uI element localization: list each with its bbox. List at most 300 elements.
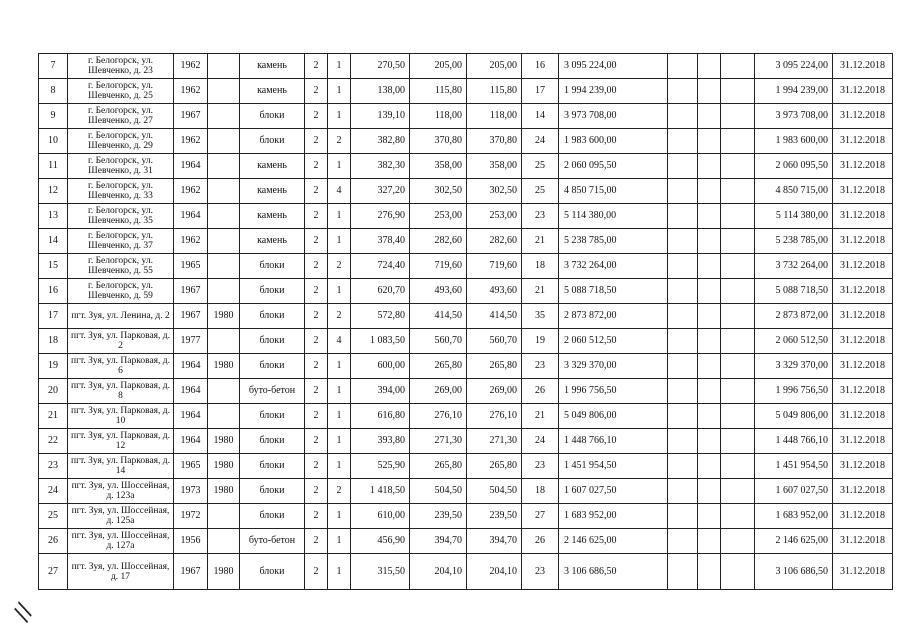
residents-cell: 19: [522, 329, 559, 354]
total-area-cell: 393,80: [351, 429, 410, 454]
floors-cell: 2: [305, 429, 328, 454]
table-row: [39, 354, 893, 379]
date-cell: 31.12.2018: [833, 279, 893, 304]
address-cell: пгт. Зуя, ул. Парковая, д. 14: [68, 454, 174, 479]
address-cell: г. Белогорск, ул. Шевченко, д. 33: [68, 179, 174, 204]
table-row: [39, 154, 893, 179]
date-cell: 31.12.2018: [833, 229, 893, 254]
date-cell: 31.12.2018: [833, 154, 893, 179]
row-number-cell: 24: [39, 479, 68, 504]
entrances-cell: 1: [328, 354, 351, 379]
empty-cell: [698, 104, 721, 129]
empty-cell: [721, 179, 755, 204]
wall-material-cell: блоки: [240, 454, 305, 479]
cost-cell: 5 114 380,00: [559, 204, 668, 229]
wall-material-cell: блоки: [240, 404, 305, 429]
empty-cell: [668, 504, 698, 529]
total-cost-cell: 2 873 872,00: [755, 304, 833, 329]
year-built-cell: 1967: [174, 279, 208, 304]
total-cost-cell: 5 049 806,00: [755, 404, 833, 429]
empty-cell: [698, 204, 721, 229]
row-number-cell: 8: [39, 79, 68, 104]
empty-cell: [698, 504, 721, 529]
cost-cell: 1 994 239,00: [559, 79, 668, 104]
address-cell: пгт. Зуя, ул. Парковая, д. 12: [68, 429, 174, 454]
address-cell: г. Белогорск, ул. Шевченко, д. 59: [68, 279, 174, 304]
reconstruction-year-cell: 1980: [208, 454, 240, 479]
year-built-cell: 1964: [174, 429, 208, 454]
date-cell: 31.12.2018: [833, 429, 893, 454]
date-cell: 31.12.2018: [833, 379, 893, 404]
wall-material-cell: блоки: [240, 104, 305, 129]
empty-cell: [668, 129, 698, 154]
floors-cell: 2: [305, 279, 328, 304]
housing-register-table: [38, 53, 893, 590]
cost-cell: 4 850 715,00: [559, 179, 668, 204]
wall-material-cell: блоки: [240, 429, 305, 454]
empty-cell: [698, 454, 721, 479]
empty-cell: [721, 204, 755, 229]
living-area-cell: 115,80: [467, 79, 522, 104]
reconstruction-year-cell: [208, 504, 240, 529]
wall-material-cell: блоки: [240, 304, 305, 329]
address-cell: пгт. Зуя, ул. Парковая, д. 8: [68, 379, 174, 404]
entrances-cell: 1: [328, 554, 351, 590]
empty-cell: [668, 154, 698, 179]
wall-material-cell: блоки: [240, 504, 305, 529]
row-number-cell: 19: [39, 354, 68, 379]
empty-cell: [698, 429, 721, 454]
row-number-cell: 10: [39, 129, 68, 154]
table-row: [39, 254, 893, 279]
residential-area-cell: 358,00: [410, 154, 467, 179]
floors-cell: 2: [305, 379, 328, 404]
entrances-cell: 1: [328, 154, 351, 179]
year-built-cell: 1965: [174, 254, 208, 279]
floors-cell: 2: [305, 154, 328, 179]
year-built-cell: 1964: [174, 154, 208, 179]
reconstruction-year-cell: [208, 104, 240, 129]
total-cost-cell: 1 994 239,00: [755, 79, 833, 104]
date-cell: 31.12.2018: [833, 54, 893, 79]
reconstruction-year-cell: 1980: [208, 479, 240, 504]
floors-cell: 2: [305, 454, 328, 479]
address-cell: пгт. Зуя, ул. Парковая, д. 2: [68, 329, 174, 354]
residents-cell: 24: [522, 129, 559, 154]
entrances-cell: 2: [328, 304, 351, 329]
residential-area-cell: 269,00: [410, 379, 467, 404]
empty-cell: [721, 404, 755, 429]
row-number-cell: 22: [39, 429, 68, 454]
total-area-cell: 456,90: [351, 529, 410, 554]
residential-area-cell: 282,60: [410, 229, 467, 254]
table-row: [39, 179, 893, 204]
cost-cell: 1 451 954,50: [559, 454, 668, 479]
date-cell: 31.12.2018: [833, 179, 893, 204]
residents-cell: 21: [522, 279, 559, 304]
year-built-cell: 1964: [174, 204, 208, 229]
entrances-cell: 1: [328, 404, 351, 429]
date-cell: 31.12.2018: [833, 304, 893, 329]
wall-material-cell: камень: [240, 229, 305, 254]
floors-cell: 2: [305, 404, 328, 429]
date-cell: 31.12.2018: [833, 204, 893, 229]
table-row: [39, 104, 893, 129]
empty-cell: [668, 279, 698, 304]
empty-cell: [668, 554, 698, 590]
date-cell: 31.12.2018: [833, 254, 893, 279]
total-area-cell: 616,80: [351, 404, 410, 429]
floors-cell: 2: [305, 179, 328, 204]
residential-area-cell: 271,30: [410, 429, 467, 454]
living-area-cell: 239,50: [467, 504, 522, 529]
residents-cell: 23: [522, 204, 559, 229]
total-area-cell: 572,80: [351, 304, 410, 329]
empty-cell: [698, 529, 721, 554]
residents-cell: 23: [522, 554, 559, 590]
date-cell: 31.12.2018: [833, 129, 893, 154]
table-row: [39, 529, 893, 554]
empty-cell: [721, 429, 755, 454]
empty-cell: [698, 129, 721, 154]
row-number-cell: 15: [39, 254, 68, 279]
total-area-cell: 1 418,50: [351, 479, 410, 504]
year-built-cell: 1964: [174, 404, 208, 429]
row-number-cell: 20: [39, 379, 68, 404]
living-area-cell: 504,50: [467, 479, 522, 504]
empty-cell: [721, 379, 755, 404]
total-cost-cell: 1 607 027,50: [755, 479, 833, 504]
total-area-cell: 382,80: [351, 129, 410, 154]
entrances-cell: 1: [328, 229, 351, 254]
living-area-cell: 302,50: [467, 179, 522, 204]
address-cell: пгт. Зуя, ул. Шоссейная, д. 17: [68, 554, 174, 590]
residents-cell: 18: [522, 479, 559, 504]
wall-material-cell: камень: [240, 79, 305, 104]
wall-material-cell: камень: [240, 204, 305, 229]
total-cost-cell: 2 146 625,00: [755, 529, 833, 554]
year-built-cell: 1962: [174, 129, 208, 154]
total-cost-cell: 3 106 686,50: [755, 554, 833, 590]
reconstruction-year-cell: [208, 379, 240, 404]
total-cost-cell: 1 448 766,10: [755, 429, 833, 454]
floors-cell: 2: [305, 504, 328, 529]
empty-cell: [668, 404, 698, 429]
address-cell: пгт. Зуя, ул. Шоссейная, д. 125а: [68, 504, 174, 529]
year-built-cell: 1956: [174, 529, 208, 554]
wall-material-cell: камень: [240, 54, 305, 79]
living-area-cell: 370,80: [467, 129, 522, 154]
total-area-cell: 138,00: [351, 79, 410, 104]
year-built-cell: 1973: [174, 479, 208, 504]
entrances-cell: 2: [328, 479, 351, 504]
residents-cell: 21: [522, 229, 559, 254]
floors-cell: 2: [305, 54, 328, 79]
date-cell: 31.12.2018: [833, 354, 893, 379]
row-number-cell: 25: [39, 504, 68, 529]
total-cost-cell: 3 095 224,00: [755, 54, 833, 79]
row-number-cell: 21: [39, 404, 68, 429]
empty-cell: [721, 304, 755, 329]
row-number-cell: 23: [39, 454, 68, 479]
floors-cell: 2: [305, 329, 328, 354]
living-area-cell: 358,00: [467, 154, 522, 179]
reconstruction-year-cell: 1980: [208, 429, 240, 454]
wall-material-cell: камень: [240, 154, 305, 179]
living-area-cell: 282,60: [467, 229, 522, 254]
reconstruction-year-cell: [208, 279, 240, 304]
empty-cell: [721, 529, 755, 554]
cost-cell: 3 106 686,50: [559, 554, 668, 590]
total-area-cell: 394,00: [351, 379, 410, 404]
handwritten-page-mark: //: [8, 599, 38, 626]
empty-cell: [698, 79, 721, 104]
reconstruction-year-cell: [208, 204, 240, 229]
table-row: [39, 129, 893, 154]
floors-cell: 2: [305, 304, 328, 329]
date-cell: 31.12.2018: [833, 329, 893, 354]
living-area-cell: 265,80: [467, 454, 522, 479]
wall-material-cell: буто-бетон: [240, 379, 305, 404]
reconstruction-year-cell: [208, 179, 240, 204]
table-row: [39, 79, 893, 104]
year-built-cell: 1962: [174, 79, 208, 104]
reconstruction-year-cell: 1980: [208, 354, 240, 379]
empty-cell: [668, 454, 698, 479]
year-built-cell: 1962: [174, 229, 208, 254]
residents-cell: 16: [522, 54, 559, 79]
date-cell: 31.12.2018: [833, 454, 893, 479]
reconstruction-year-cell: [208, 529, 240, 554]
empty-cell: [698, 179, 721, 204]
floors-cell: 2: [305, 129, 328, 154]
entrances-cell: 1: [328, 429, 351, 454]
floors-cell: 2: [305, 354, 328, 379]
wall-material-cell: буто-бетон: [240, 529, 305, 554]
empty-cell: [721, 229, 755, 254]
empty-cell: [668, 379, 698, 404]
cost-cell: 3 095 224,00: [559, 54, 668, 79]
empty-cell: [721, 554, 755, 590]
residential-area-cell: 370,80: [410, 129, 467, 154]
total-area-cell: 139,10: [351, 104, 410, 129]
entrances-cell: 1: [328, 79, 351, 104]
address-cell: г. Белогорск, ул. Шевченко, д. 29: [68, 129, 174, 154]
address-cell: пгт. Зуя, ул. Парковая, д. 6: [68, 354, 174, 379]
wall-material-cell: блоки: [240, 279, 305, 304]
total-cost-cell: 2 060 095,50: [755, 154, 833, 179]
entrances-cell: 1: [328, 529, 351, 554]
floors-cell: 2: [305, 529, 328, 554]
cost-cell: 2 146 625,00: [559, 529, 668, 554]
year-built-cell: 1962: [174, 179, 208, 204]
cost-cell: 3 732 264,00: [559, 254, 668, 279]
entrances-cell: 4: [328, 179, 351, 204]
empty-cell: [698, 54, 721, 79]
entrances-cell: 2: [328, 129, 351, 154]
residents-cell: 17: [522, 79, 559, 104]
reconstruction-year-cell: [208, 79, 240, 104]
empty-cell: [698, 354, 721, 379]
total-cost-cell: 1 683 952,00: [755, 504, 833, 529]
total-cost-cell: 2 060 512,50: [755, 329, 833, 354]
empty-cell: [721, 504, 755, 529]
residents-cell: 23: [522, 354, 559, 379]
total-area-cell: 382,30: [351, 154, 410, 179]
floors-cell: 2: [305, 479, 328, 504]
cost-cell: 1 996 756,50: [559, 379, 668, 404]
residents-cell: 26: [522, 379, 559, 404]
wall-material-cell: блоки: [240, 479, 305, 504]
residents-cell: 25: [522, 154, 559, 179]
address-cell: пгт. Зуя, ул. Ленина, д. 2: [68, 304, 174, 329]
total-cost-cell: 5 088 718,50: [755, 279, 833, 304]
total-area-cell: 600,00: [351, 354, 410, 379]
table-row: [39, 554, 893, 590]
total-cost-cell: 4 850 715,00: [755, 179, 833, 204]
empty-cell: [698, 329, 721, 354]
cost-cell: 2 873 872,00: [559, 304, 668, 329]
table-body: [39, 54, 893, 590]
reconstruction-year-cell: [208, 154, 240, 179]
entrances-cell: 1: [328, 204, 351, 229]
row-number-cell: 9: [39, 104, 68, 129]
date-cell: 31.12.2018: [833, 529, 893, 554]
empty-cell: [721, 54, 755, 79]
cost-cell: 2 060 512,50: [559, 329, 668, 354]
residential-area-cell: 302,50: [410, 179, 467, 204]
residential-area-cell: 265,80: [410, 454, 467, 479]
empty-cell: [721, 479, 755, 504]
total-area-cell: 525,90: [351, 454, 410, 479]
table-row: [39, 379, 893, 404]
cost-cell: 1 607 027,50: [559, 479, 668, 504]
empty-cell: [668, 354, 698, 379]
empty-cell: [721, 354, 755, 379]
reconstruction-year-cell: 1980: [208, 554, 240, 590]
entrances-cell: 1: [328, 279, 351, 304]
living-area-cell: 271,30: [467, 429, 522, 454]
floors-cell: 2: [305, 254, 328, 279]
year-built-cell: 1977: [174, 329, 208, 354]
residential-area-cell: 504,50: [410, 479, 467, 504]
year-built-cell: 1967: [174, 104, 208, 129]
empty-cell: [668, 304, 698, 329]
address-cell: г. Белогорск, ул. Шевченко, д. 23: [68, 54, 174, 79]
entrances-cell: 1: [328, 454, 351, 479]
residential-area-cell: 719,60: [410, 254, 467, 279]
year-built-cell: 1962: [174, 54, 208, 79]
living-area-cell: 493,60: [467, 279, 522, 304]
entrances-cell: 1: [328, 104, 351, 129]
cost-cell: 1 448 766,10: [559, 429, 668, 454]
address-cell: г. Белогорск, ул. Шевченко, д. 55: [68, 254, 174, 279]
empty-cell: [668, 229, 698, 254]
cost-cell: 1 983 600,00: [559, 129, 668, 154]
row-number-cell: 13: [39, 204, 68, 229]
address-cell: пгт. Зуя, ул. Шоссейная, д. 127а: [68, 529, 174, 554]
entrances-cell: 4: [328, 329, 351, 354]
table-row: [39, 504, 893, 529]
residents-cell: 27: [522, 504, 559, 529]
empty-cell: [668, 204, 698, 229]
address-cell: пгт. Зуя, ул. Шоссейная, д. 123а: [68, 479, 174, 504]
residential-area-cell: 560,70: [410, 329, 467, 354]
residential-area-cell: 414,50: [410, 304, 467, 329]
row-number-cell: 16: [39, 279, 68, 304]
residents-cell: 18: [522, 254, 559, 279]
empty-cell: [698, 254, 721, 279]
table-row: [39, 279, 893, 304]
wall-material-cell: блоки: [240, 129, 305, 154]
date-cell: 31.12.2018: [833, 404, 893, 429]
residential-area-cell: 276,10: [410, 404, 467, 429]
date-cell: 31.12.2018: [833, 504, 893, 529]
address-cell: г. Белогорск, ул. Шевченко, д. 31: [68, 154, 174, 179]
living-area-cell: 394,70: [467, 529, 522, 554]
cost-cell: 3 329 370,00: [559, 354, 668, 379]
total-cost-cell: 5 238 785,00: [755, 229, 833, 254]
floors-cell: 2: [305, 79, 328, 104]
empty-cell: [698, 154, 721, 179]
table-row: [39, 229, 893, 254]
table-row: [39, 404, 893, 429]
total-area-cell: 610,00: [351, 504, 410, 529]
address-cell: г. Белогорск, ул. Шевченко, д. 35: [68, 204, 174, 229]
table-row: [39, 304, 893, 329]
living-area-cell: 204,10: [467, 554, 522, 590]
residential-area-cell: 118,00: [410, 104, 467, 129]
empty-cell: [698, 554, 721, 590]
residents-cell: 23: [522, 454, 559, 479]
cost-cell: 5 238 785,00: [559, 229, 668, 254]
year-built-cell: 1967: [174, 554, 208, 590]
residential-area-cell: 265,80: [410, 354, 467, 379]
reconstruction-year-cell: [208, 129, 240, 154]
reconstruction-year-cell: [208, 254, 240, 279]
empty-cell: [721, 279, 755, 304]
year-built-cell: 1967: [174, 304, 208, 329]
row-number-cell: 26: [39, 529, 68, 554]
empty-cell: [668, 104, 698, 129]
total-area-cell: 724,40: [351, 254, 410, 279]
empty-cell: [721, 129, 755, 154]
empty-cell: [698, 479, 721, 504]
wall-material-cell: блоки: [240, 554, 305, 590]
entrances-cell: 2: [328, 254, 351, 279]
cost-cell: 5 049 806,00: [559, 404, 668, 429]
total-area-cell: 315,50: [351, 554, 410, 590]
total-area-cell: 378,40: [351, 229, 410, 254]
living-area-cell: 205,00: [467, 54, 522, 79]
total-area-cell: 1 083,50: [351, 329, 410, 354]
wall-material-cell: блоки: [240, 329, 305, 354]
living-area-cell: 118,00: [467, 104, 522, 129]
residents-cell: 21: [522, 404, 559, 429]
empty-cell: [698, 379, 721, 404]
cost-cell: 3 973 708,00: [559, 104, 668, 129]
reconstruction-year-cell: [208, 229, 240, 254]
row-number-cell: 7: [39, 54, 68, 79]
total-area-cell: 270,50: [351, 54, 410, 79]
entrances-cell: 1: [328, 504, 351, 529]
empty-cell: [721, 154, 755, 179]
floors-cell: 2: [305, 204, 328, 229]
total-area-cell: 327,20: [351, 179, 410, 204]
residential-area-cell: 205,00: [410, 54, 467, 79]
empty-cell: [668, 254, 698, 279]
floors-cell: 2: [305, 104, 328, 129]
